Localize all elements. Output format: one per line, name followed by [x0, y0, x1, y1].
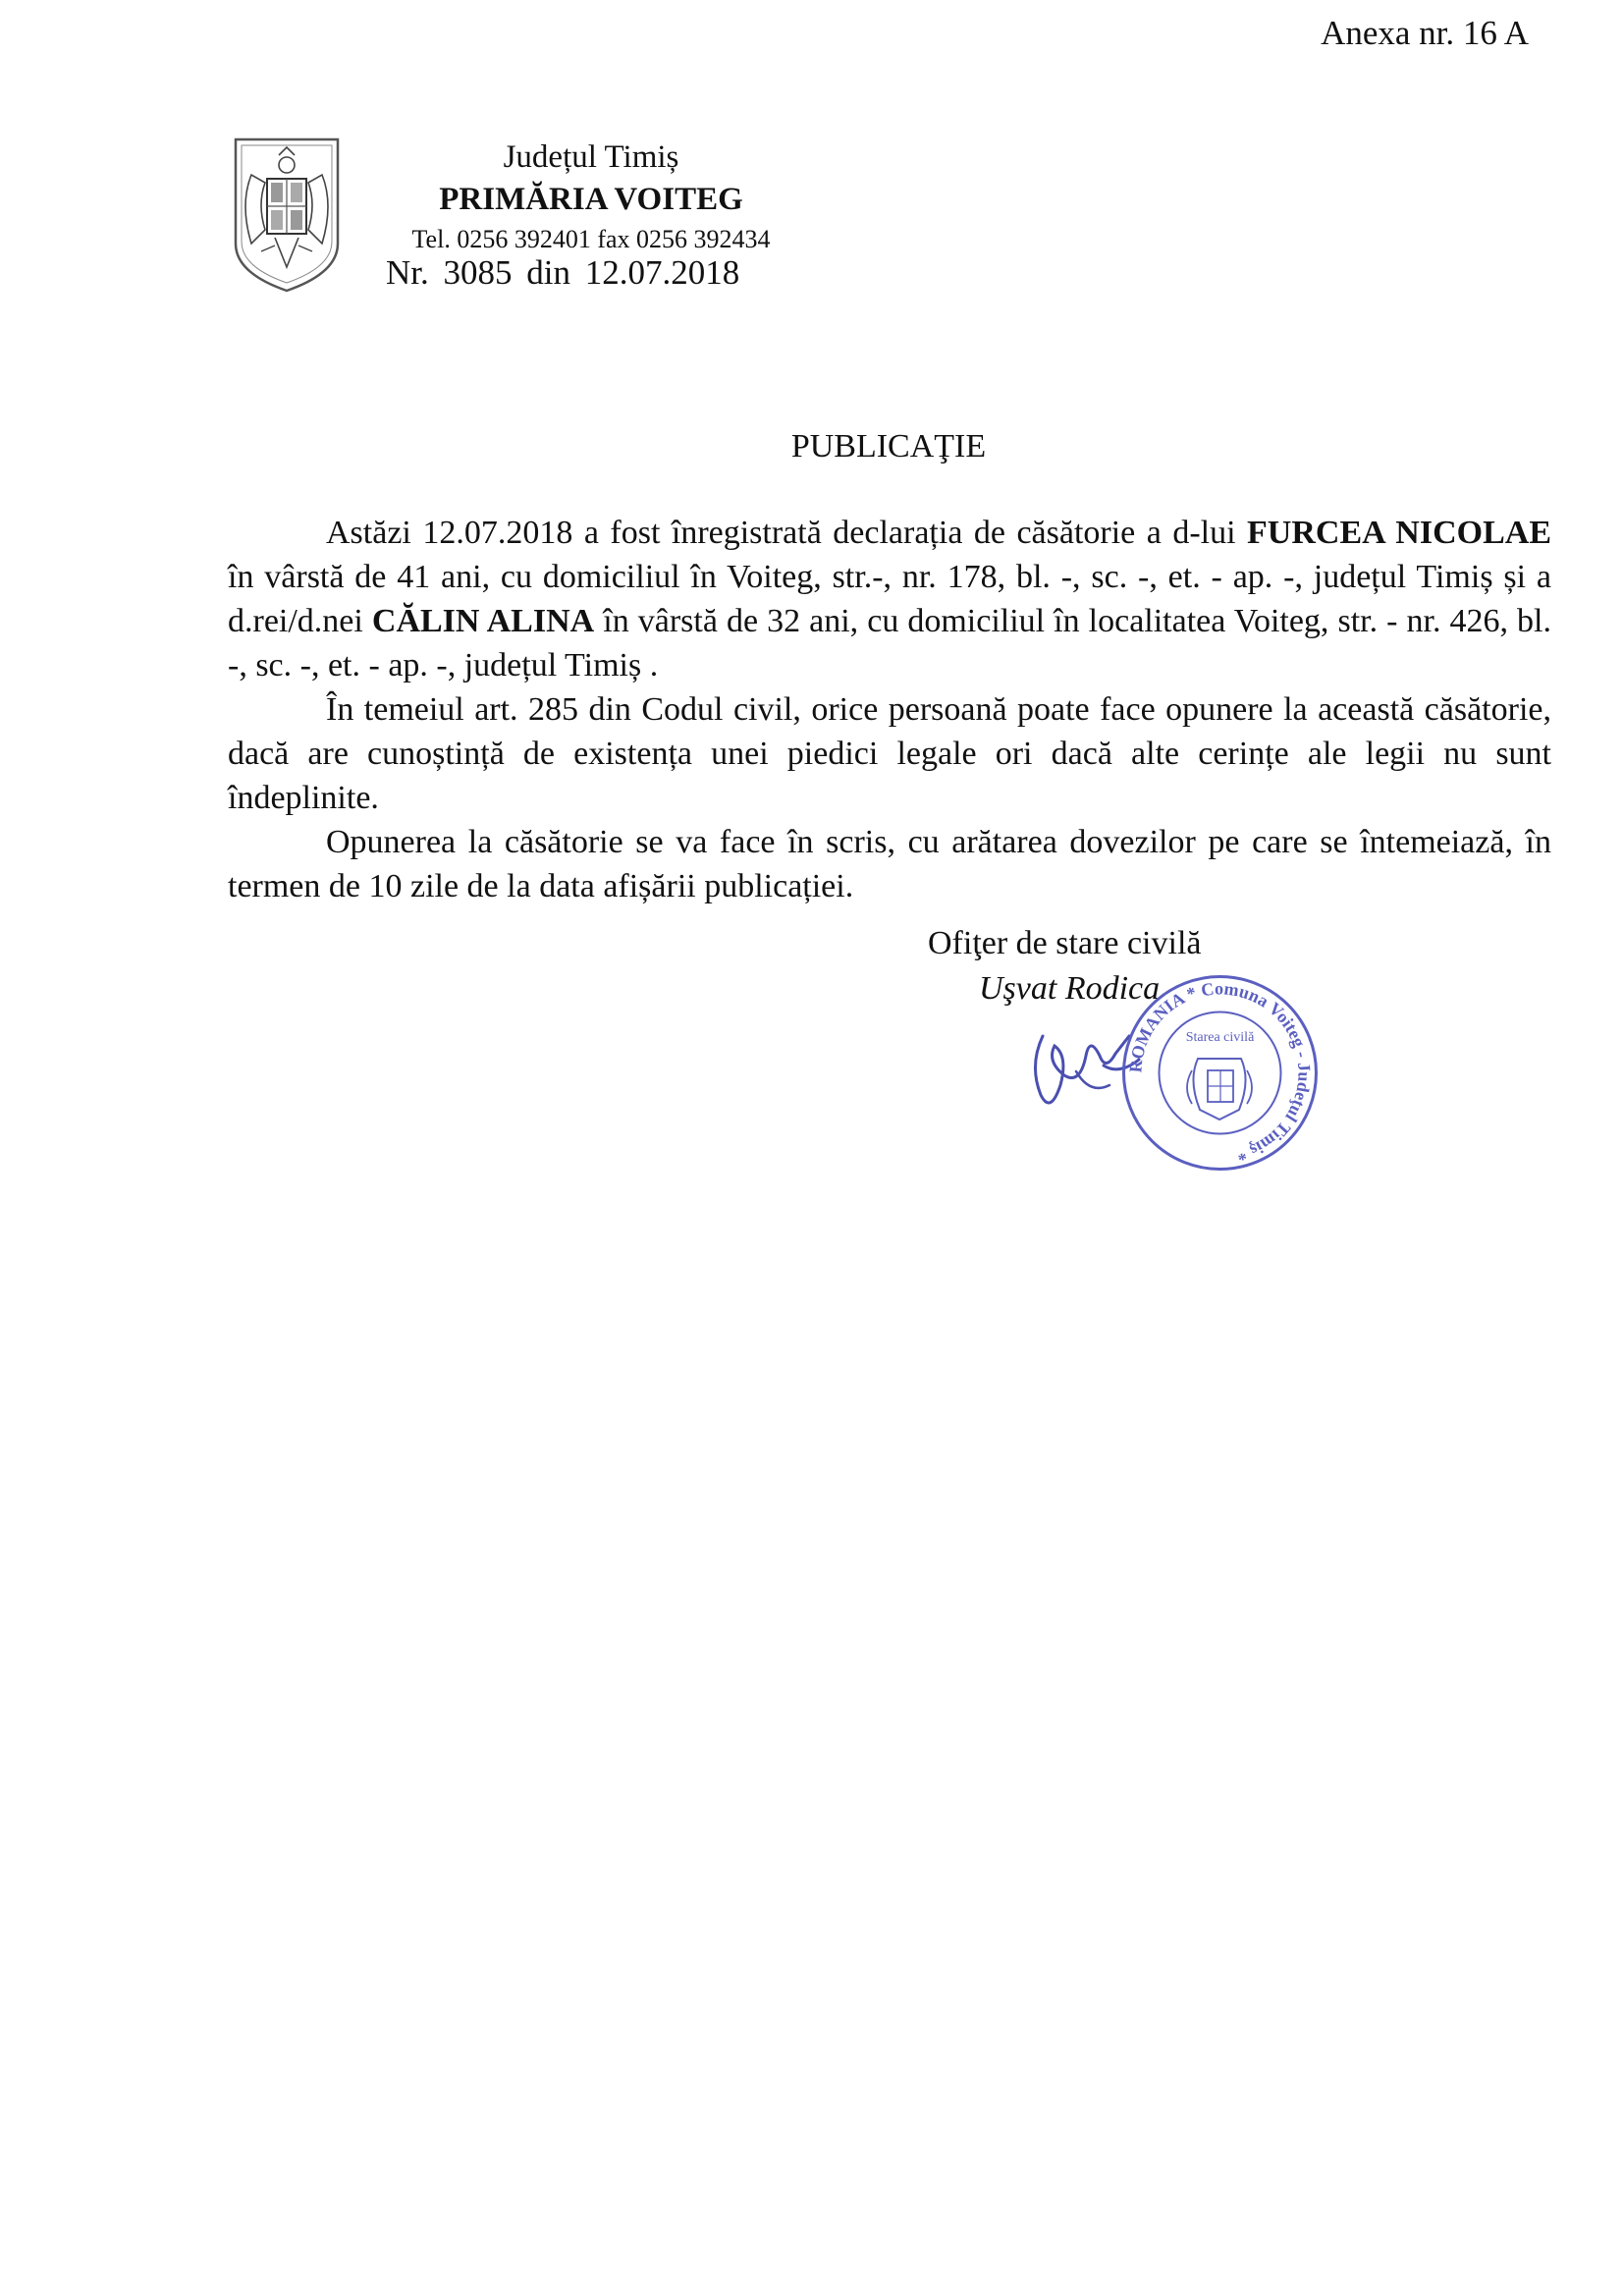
declaration-text-2: în vârstă de 41 ani, cu domiciliul în Voiteg, str.-, nr. 178, bl. -, sc. -, et. - ap. -, județul Timiș și a d.rei/d.nei: [228, 559, 1551, 639]
contact-phone: Tel. 0256 392401 fax 0256 392434: [411, 225, 771, 253]
document-title: PUBLICAŢIE: [790, 428, 987, 465]
county-name: Județul Timiș: [503, 139, 679, 175]
groom-name: FURCEA NICOLAE: [1247, 515, 1551, 551]
registration-number: Nr. 3085 din 12.07.2018: [386, 253, 740, 292]
official-stamp-icon: [1119, 972, 1321, 1174]
paragraph-legal-basis: În temeiul art. 285 din Codul civil, orice persoană poate face opunere la această căsătorie, dacă are cunoștință de existența unei piedici legale ori dacă alte cerințe ale legii nu sunt îndeplinite.: [228, 691, 1551, 816]
stamp-inner-text: Starea civilă: [1185, 1030, 1255, 1045]
townhall-name: PRIMĂRIA VOITEG: [439, 182, 743, 217]
signatory-name: Uşvat Rodica: [979, 970, 1161, 1007]
institution-header: [385, 136, 797, 259]
annex-number: Anexa nr. 16 A: [1321, 14, 1529, 52]
signatory-role: Ofiţer de stare civilă: [928, 925, 1202, 961]
declaration-text-3: în vârstă de 32 ani, cu domiciliul în localitatea Voiteg, str. - nr. 426, bl. -, sc. -, et. - ap. -, județul Timiș .: [228, 603, 1551, 683]
declaration-text-1: Astăzi 12.07.2018 a fost înregistrată declarația de căsătorie a d-lui: [326, 515, 1248, 551]
bride-name: CĂLIN ALINA: [371, 603, 595, 639]
document-body: [228, 511, 1551, 908]
paragraph-declaration: [228, 511, 1551, 687]
stamp-outer-text: ROMANIA * Comuna Voiteg - Judeţul Timiş *: [1125, 978, 1315, 1166]
paragraph-opposition: Opunerea la căsătorie se va face în scris, cu arătarea dovezilor pe care se întemeiază, în termen de 10 zile de la data afișării publicației.: [228, 824, 1551, 904]
coat-of-arms-icon: [232, 136, 342, 295]
